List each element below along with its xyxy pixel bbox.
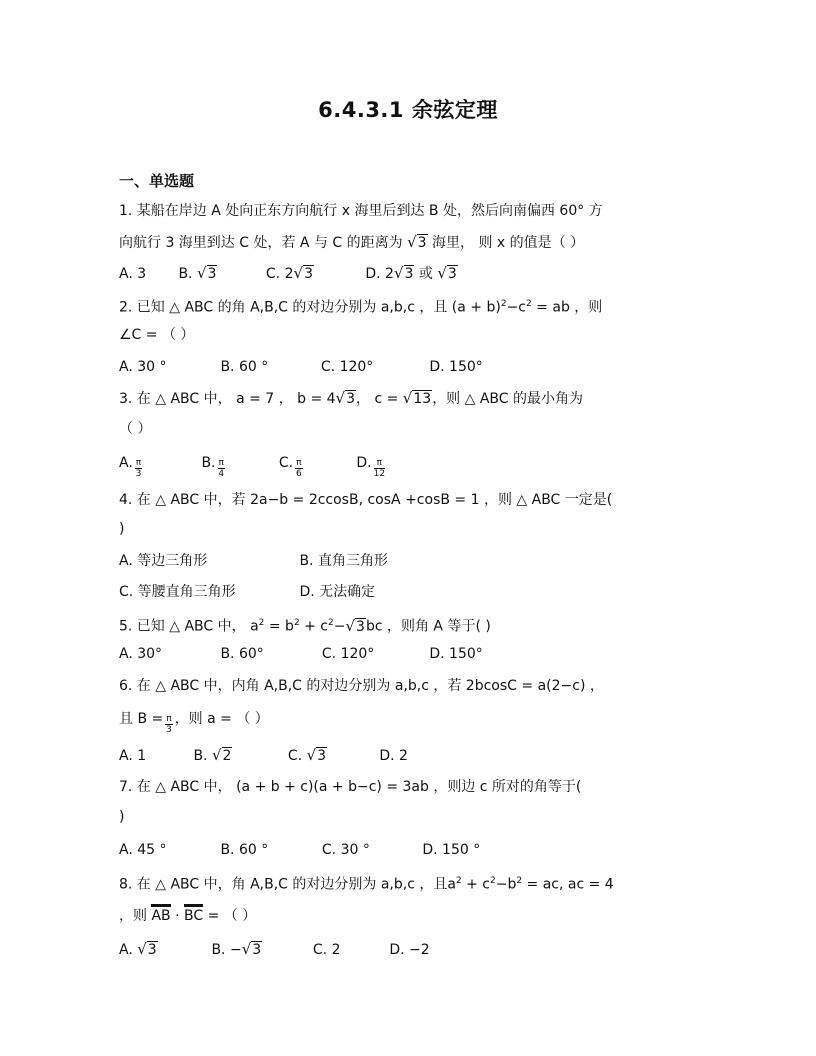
q5-option-a[interactable]: A. 30° — [119, 646, 163, 662]
q3-option-b[interactable]: B. $\frac{\pi}{4}$ — [201, 455, 225, 479]
q1-line1: 1. 某船在岸边 A 处向正东方向航行 x 海里后到达 B 处，然后向南偏西 60° 方 — [119, 203, 603, 219]
q3-line2: （ ） — [119, 421, 152, 437]
sqrt-3: √3 — [335, 389, 356, 407]
q1-option-b[interactable]: B. √3 — [178, 262, 261, 285]
fraction-pi-12: $\frac{\pi}{12}$ — [373, 458, 386, 479]
fraction-pi-4: $\frac{\pi}{4}$ — [218, 458, 225, 479]
q2-option-b[interactable]: B. 60 ° — [220, 359, 269, 375]
q7-line1: 7. 在 △ ABC 中， (a + b + c)(a + b−c) = 3ab ，则边 c 所对的角等于( — [119, 779, 582, 795]
q7-options — [119, 839, 480, 861]
q4-options-row1 — [119, 550, 388, 572]
q4-option-a[interactable]: A. 等边三角形 — [119, 553, 208, 569]
q6-option-a[interactable]: A. 1 — [119, 748, 147, 764]
vector-ab: AB — [151, 904, 170, 923]
q8-line1: 8. 在 △ ABC 中，角 A,B,C 的对边分别为 a,b,c ，且$a^2 + c^2-b^2$ = ac, ac = 4 — [119, 876, 614, 893]
q2-line2: ∠C = （ ） — [119, 327, 195, 343]
q7-option-d[interactable]: D. 150 ° — [422, 842, 481, 858]
q6-option-c[interactable]: C. √3 — [288, 744, 375, 767]
q6-option-b[interactable]: B. √2 — [193, 744, 283, 767]
sqrt-3: √3 — [293, 264, 313, 282]
q1-line2 — [119, 231, 584, 254]
q8-line2: ，则 AB · BC = （ ） — [119, 904, 256, 927]
q8-option-c[interactable]: C. 2 — [312, 942, 341, 958]
sqrt-3: √3 — [241, 940, 262, 958]
q5-option-c[interactable]: C. 120° — [321, 646, 375, 662]
q5-option-b[interactable]: B. 60° — [220, 646, 264, 662]
sqrt-2: √2 — [211, 746, 232, 764]
q4-line2: ) — [119, 521, 125, 537]
q1-option-c[interactable]: C. 2√3 — [266, 262, 361, 285]
sqrt-3: √3 — [407, 233, 427, 251]
q1-line2-text-b: 海里， 则 x 的值是（ ） — [432, 235, 585, 251]
q6-line1: 6. 在 △ ABC 中，内角 A,B,C 的对边分别为 a,b,c ，若 2bcosC = a(2−c) ， — [119, 678, 604, 694]
sqrt-3: √3 — [306, 746, 327, 764]
sqrt-3: √3 — [345, 616, 365, 635]
q2-line1: 2. 已知 △ ABC 的角 A,B,C 的对边分别为 a,b,c ，且 $(a + b)^2-c^2$ = ab ，则 — [119, 299, 603, 316]
q8-option-d[interactable]: D. −2 — [389, 942, 430, 958]
sqrt-3: √3 — [437, 264, 457, 282]
q5-option-d[interactable]: D. 150° — [429, 646, 483, 662]
sqrt-3: √3 — [137, 940, 157, 958]
q7-option-c[interactable]: C. 30 ° — [321, 842, 370, 858]
section-heading: 一、单选题 — [119, 172, 195, 190]
q7-option-b[interactable]: B. 60 ° — [220, 842, 269, 858]
q4-option-b[interactable]: B. 直角三角形 — [299, 553, 388, 569]
q2-option-d[interactable]: D. 150° — [429, 359, 483, 375]
vector-bc: BC — [184, 904, 203, 923]
fraction-pi-6: $\frac{\pi}{6}$ — [295, 458, 302, 479]
fraction-pi-3: $\frac{\pi}{3}$ — [166, 714, 172, 735]
q5-line1: 5. 已知 △ ABC 中， $a^2 = b^2 + c^2-√3bc$ ，则角 A 等于( ) — [119, 612, 491, 638]
q2-option-a[interactable]: A. 30 ° — [119, 359, 167, 375]
q4-line1: 4. 在 △ ABC 中，若 2a−b = 2ccosB, cosA +cosB = 1 ，则 △ ABC 一定是( — [119, 492, 613, 508]
q4-option-c[interactable]: C. 等腰直角三角形 — [119, 584, 236, 600]
q1-options — [119, 262, 458, 285]
q7-line2: ) — [119, 809, 125, 825]
q4-options-row2 — [119, 581, 375, 603]
q1-line2-text-a: 向航行 3 海里到达 C 处，若 A 与 C 的距离为 — [119, 235, 403, 251]
q8-option-b[interactable]: B. −√3 — [211, 938, 308, 961]
sqrt-3: √3 — [393, 264, 414, 282]
q3-option-c[interactable]: C. $\frac{\pi}{6}$ — [278, 455, 302, 479]
q4-option-d[interactable]: D. 无法确定 — [299, 584, 376, 600]
sqrt-3: √3 — [196, 264, 217, 282]
q6-option-d[interactable]: D. 2 — [379, 748, 408, 764]
sqrt-13: √13 — [402, 389, 432, 407]
q5-options — [119, 643, 483, 665]
q6-options — [119, 744, 408, 767]
q3-options — [119, 452, 387, 479]
page-title: 6.4.3.1 余弦定理 — [318, 98, 498, 122]
q3-option-d[interactable]: D. $\frac{\pi}{12}$ — [356, 455, 386, 479]
q8-options — [119, 938, 430, 961]
q7-option-a[interactable]: A. 45 ° — [119, 842, 167, 858]
q1-option-a[interactable]: A. 3 — [119, 266, 147, 282]
q3-line1: 3. 在 △ ABC 中， a = 7 ， b = 4√3， c = √13，则 △ ABC 的最小角为 — [119, 387, 583, 410]
q3-option-a[interactable]: A. $\frac{\pi}{3}$ — [119, 455, 142, 479]
q8-option-a[interactable]: A. √3 — [119, 938, 207, 961]
fraction-pi-3: $\frac{\pi}{3}$ — [135, 458, 142, 479]
q6-line2: 且 B = $\frac{\pi}{3}$ ，则 a = （ ） — [119, 711, 269, 735]
q2-option-c[interactable]: C. 120° — [320, 359, 374, 375]
q2-options — [119, 356, 483, 378]
q1-option-d[interactable]: D. 2√3 或 √3 — [365, 262, 457, 285]
